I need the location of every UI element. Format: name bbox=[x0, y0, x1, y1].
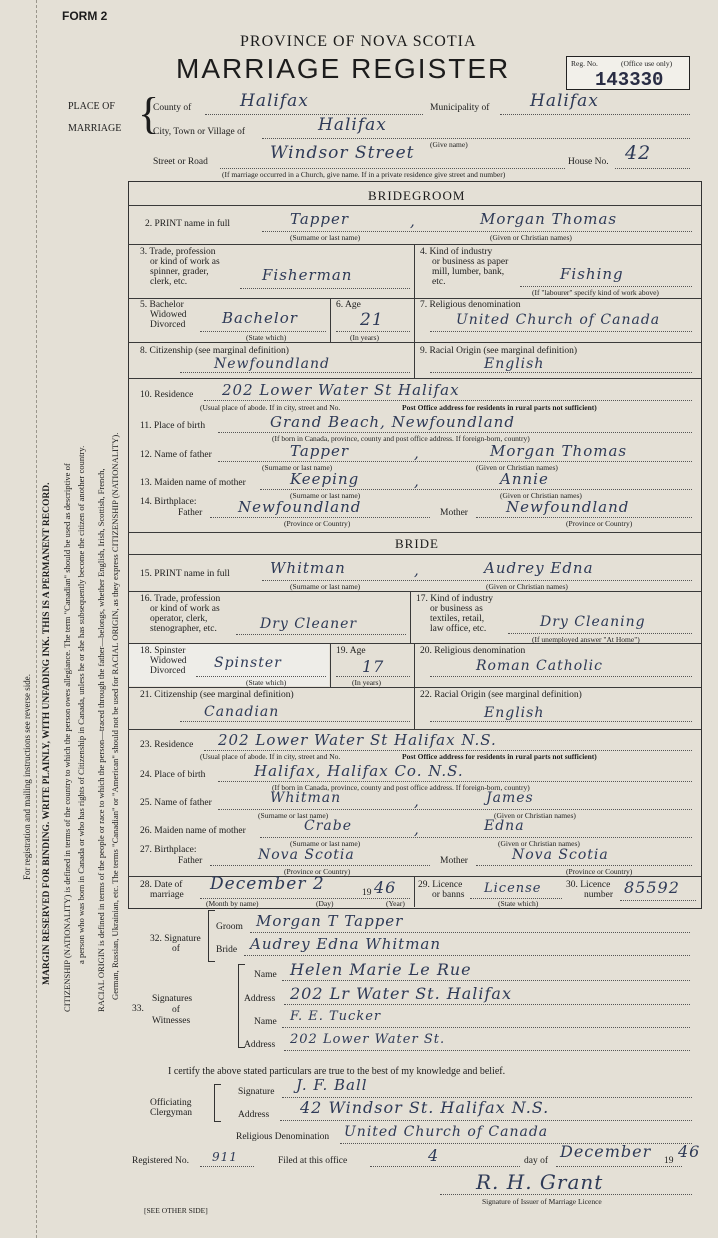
groom-age: 21 bbox=[360, 310, 384, 330]
w1-address: 202 Lr Water St. Halifax bbox=[290, 984, 512, 1003]
f4-caption: (If "labourer" specify kind of work above) bbox=[532, 288, 659, 297]
city-label: City, Town or Village of bbox=[153, 127, 245, 137]
issuer-signature: R. H. Grant bbox=[476, 1170, 604, 1194]
bride-father-surname-cap: (Surname or last name) bbox=[258, 811, 329, 820]
f19-label: 19. Age bbox=[336, 646, 366, 656]
f11-label: 11. Place of birth bbox=[140, 421, 206, 431]
f17-caption: (If unemployed answer "At Home") bbox=[532, 635, 640, 644]
county-label: County of bbox=[153, 103, 192, 113]
clergy-brace bbox=[214, 1084, 221, 1122]
witness-brace bbox=[238, 964, 245, 1048]
f26-label: 26. Maiden name of mother bbox=[140, 826, 246, 836]
f5-l2: Widowed bbox=[150, 310, 187, 320]
groom-sig-label: Groom bbox=[216, 922, 243, 932]
margin-instructions: For registration and mailing instructions see reverse side. bbox=[22, 674, 32, 880]
groom-mother-surname: Keeping bbox=[290, 470, 360, 488]
bride-father-birthplace: Nova Scotia bbox=[258, 847, 355, 863]
f16-l2: or kind of work as bbox=[150, 604, 220, 614]
f30-l2: number bbox=[584, 890, 614, 900]
place-brace: { bbox=[138, 89, 160, 138]
f4-l4: etc. bbox=[432, 277, 446, 287]
bride-status: Spinster bbox=[214, 655, 282, 671]
clergy-signature-label: Signature bbox=[238, 1087, 275, 1097]
registered-no: 911 bbox=[212, 1150, 238, 1164]
bride-father-surname: Whitman bbox=[270, 790, 342, 806]
filed-year-prefix: 19 bbox=[664, 1156, 674, 1166]
f2-label: 2. PRINT name in full bbox=[145, 219, 231, 229]
place-label-1: PLACE OF bbox=[68, 101, 115, 112]
f20-label: 20. Religious denomination bbox=[420, 646, 526, 656]
bride-sig-label: Bride bbox=[216, 945, 238, 955]
bride-birth: Halifax, Halifax Co. N.S. bbox=[254, 762, 464, 780]
comma: , bbox=[414, 820, 420, 838]
licence-number: 85592 bbox=[624, 878, 680, 897]
f4-l3: mill, lumber, bank, bbox=[432, 267, 505, 277]
f30-l1: 30. Licence bbox=[566, 880, 611, 890]
f3-l1: 3. Trade, profession bbox=[140, 247, 216, 257]
certify-text: I certify the above stated particulars are true to the best of my knowledge and belief. bbox=[168, 1066, 506, 1077]
clergyman-label: Clergyman bbox=[150, 1108, 193, 1118]
filed-year: 46 bbox=[678, 1142, 701, 1161]
f23-label: 23. Residence bbox=[140, 740, 194, 750]
f13-label: 13. Maiden name of mother bbox=[140, 478, 246, 488]
reg-label: Reg. No. bbox=[571, 59, 598, 68]
f16-l4: stenographer, etc. bbox=[150, 624, 217, 634]
f18-l2: Widowed bbox=[150, 656, 187, 666]
house-value: 42 bbox=[625, 142, 652, 164]
house-label: House No. bbox=[568, 157, 609, 167]
f15-label: 15. PRINT name in full bbox=[140, 569, 230, 579]
f27-father-label: Father bbox=[178, 856, 203, 866]
margin-citizenship-def-2: a person who was born in Canada or who has rights of Citizenship in Canada, unless he or she has subsequently become the citizen of another country. bbox=[76, 445, 86, 964]
f3-l3: spinner, grader, bbox=[150, 267, 209, 277]
groom-mother-given: Annie bbox=[500, 470, 549, 488]
groom-birth: Grand Beach, Newfoundland bbox=[270, 413, 515, 431]
binding-margin bbox=[36, 0, 37, 1238]
groom-surname-cap: (Surname or last name) bbox=[290, 233, 361, 242]
marriage-date: December 2 bbox=[210, 874, 325, 894]
registered-label: Registered No. bbox=[132, 1156, 189, 1166]
bride-father-given-cap: (Given or Christian names) bbox=[494, 811, 576, 820]
f16-l1: 16. Trade, profession bbox=[140, 594, 221, 604]
f3-l2: or kind of work as bbox=[150, 257, 220, 267]
w1-name: Helen Marie Le Rue bbox=[290, 960, 472, 979]
groom-surname: Tapper bbox=[290, 210, 350, 228]
officiating-label: Officiating bbox=[150, 1098, 192, 1108]
f14-mother-label: Mother bbox=[440, 508, 468, 518]
bride-trade: Dry Cleaner bbox=[260, 616, 358, 632]
comma: , bbox=[414, 444, 420, 462]
f8-label: 8. Citizenship (see marginal definition) bbox=[140, 346, 289, 356]
bride-mother-birthplace: Nova Scotia bbox=[512, 847, 609, 863]
page-title: MARRIAGE REGISTER bbox=[176, 53, 511, 84]
groom-mother-given-cap: (Given or Christian names) bbox=[500, 491, 582, 500]
f17-l3: textiles, retail, bbox=[430, 614, 485, 624]
w2-address-label: Address bbox=[244, 1040, 276, 1050]
day-of-label: day of bbox=[524, 1156, 549, 1166]
comma: , bbox=[414, 472, 420, 490]
groom-signature: Morgan T Tapper bbox=[256, 912, 404, 930]
bride-mother-surname: Crabe bbox=[304, 818, 352, 834]
reg-number: 143330 bbox=[595, 69, 664, 91]
f22-label: 22. Racial Origin (see marginal definition) bbox=[420, 690, 582, 700]
f33-l1: Signatures bbox=[152, 994, 193, 1004]
bride-residence-cap-b: Post Office address for residents in rural parts not sufficient) bbox=[402, 752, 597, 761]
f17-l4: law office, etc. bbox=[430, 624, 487, 634]
w2-name: F. E. Tucker bbox=[290, 1009, 382, 1024]
w2-address: 202 Lower Water St. bbox=[290, 1032, 446, 1047]
see-other-side: [SEE OTHER SIDE] bbox=[144, 1206, 208, 1215]
filed-label: Filed at this office bbox=[278, 1156, 348, 1166]
province-title: PROVINCE OF NOVA SCOTIA bbox=[240, 33, 477, 50]
comma: , bbox=[414, 792, 420, 810]
f14-label: 14. Birthplace: bbox=[140, 497, 197, 507]
f33-num: 33. bbox=[132, 1004, 144, 1014]
groom-mother-surname-cap: (Surname or last name) bbox=[290, 491, 361, 500]
reg-box bbox=[566, 56, 690, 90]
bride-age: 17 bbox=[362, 657, 385, 676]
bride-religion: Roman Catholic bbox=[476, 658, 603, 674]
issuer-caption: Signature of Issuer of Marriage Licence bbox=[482, 1197, 602, 1206]
f33-l3: Witnesses bbox=[152, 1016, 191, 1026]
groom-father-surname-cap: (Surname or last name) bbox=[262, 463, 333, 472]
groom-residence: 202 Lower Water St Halifax bbox=[222, 381, 460, 399]
groom-residence-cap-b: Post Office address for residents in rural parts not sufficient) bbox=[402, 403, 597, 412]
groom-residence-cap: (Usual place of abode. If in city, street and No. bbox=[200, 403, 341, 412]
municipality-label: Municipality of bbox=[430, 103, 490, 113]
f3-l4: clerk, etc. bbox=[150, 277, 188, 287]
f6-label: 6. Age bbox=[336, 300, 361, 310]
margin-citizenship-def: CITIZENSHIP (NATIONALITY) is defined in terms of the country to which the person owes allegiance. The term "Canadian" should be used as descriptive of bbox=[62, 463, 72, 1012]
bride-industry: Dry Cleaning bbox=[540, 614, 646, 630]
f18-l1: 18. Spinster bbox=[140, 646, 186, 656]
bridegroom-heading: BRIDEGROOM bbox=[368, 188, 466, 203]
date-cap-day: (Day) bbox=[316, 899, 334, 908]
groom-father-given-cap: (Given or Christian names) bbox=[476, 463, 558, 472]
groom-mother-prov-cap: (Province or Country) bbox=[566, 519, 633, 528]
f17-l2: or business as bbox=[430, 604, 483, 614]
f29-caption: (State which) bbox=[498, 899, 539, 908]
margin-racial-def: RACIAL ORIGIN is defined in terms of the people or race to which the person—traced through the father—belongs, whether English, Irish, Scottish, French, bbox=[96, 468, 106, 1012]
f25-label: 25. Name of father bbox=[140, 798, 212, 808]
groom-industry: Fishing bbox=[560, 265, 624, 283]
bride-father-given: James bbox=[486, 790, 534, 806]
f28-l2: marriage bbox=[150, 890, 184, 900]
marriage-year-prefix: 19 bbox=[362, 888, 372, 898]
f4-l1: 4. Kind of industry bbox=[420, 247, 493, 257]
f32-l1: 32. Signature bbox=[150, 934, 201, 944]
street-label: Street or Road bbox=[153, 157, 208, 167]
county-value: Halifax bbox=[240, 91, 309, 111]
bride-years-cap: (In years) bbox=[352, 678, 381, 687]
reg-note: (Office use only) bbox=[621, 59, 673, 68]
bride-mother-given-cap: (Given or Christian names) bbox=[498, 839, 580, 848]
street-value: Windsor Street bbox=[270, 143, 415, 163]
f12-label: 12. Name of father bbox=[140, 450, 212, 460]
groom-trade: Fisherman bbox=[262, 266, 353, 284]
municipality-value: Halifax bbox=[530, 91, 599, 111]
f21-label: 21. Citizenship (see marginal definition) bbox=[140, 690, 294, 700]
bride-surname-cap: (Surname or last name) bbox=[290, 582, 361, 591]
f9-label: 9. Racial Origin (see marginal definition) bbox=[420, 346, 578, 356]
bride-state-which: (State which) bbox=[246, 678, 287, 687]
bride-mother-given: Edna bbox=[484, 818, 525, 834]
bride-heading: BRIDE bbox=[395, 536, 439, 551]
church-note: (If marriage occurred in a Church, give name. If in a private residence give street and number) bbox=[222, 170, 506, 179]
form-label: FORM 2 bbox=[62, 9, 108, 23]
f16-l3: operator, clerk, bbox=[150, 614, 208, 624]
bride-given-cap: (Given or Christian names) bbox=[486, 582, 568, 591]
bride-racial: English bbox=[484, 705, 545, 721]
f32-l2: of bbox=[172, 944, 180, 954]
f4-l2: or business as paper bbox=[432, 257, 509, 267]
groom-racial: English bbox=[484, 356, 545, 372]
f27-mother-label: Mother bbox=[440, 856, 468, 866]
sig-brace bbox=[208, 910, 215, 962]
w2-name-label: Name bbox=[254, 1017, 277, 1027]
filed-month: December bbox=[560, 1142, 652, 1161]
bride-citizenship: Canadian bbox=[204, 704, 280, 720]
groom-given: Morgan Thomas bbox=[480, 210, 618, 228]
clergy-signature: J. F. Ball bbox=[296, 1076, 368, 1094]
f7-label: 7. Religious denomination bbox=[420, 300, 521, 310]
bride-given: Audrey Edna bbox=[484, 559, 594, 577]
groom-birth-cap: (If born in Canada, province, county and post office address. If foreign-born, country) bbox=[272, 434, 530, 443]
bride-birth-cap: (If born in Canada, province, county and post office address. If foreign-born, country) bbox=[272, 783, 530, 792]
clergy-address-label: Address bbox=[238, 1110, 270, 1120]
comma: , bbox=[414, 561, 420, 579]
licence-or-banns: License bbox=[484, 881, 542, 896]
marriage-year: 46 bbox=[374, 878, 397, 897]
bride-signature: Audrey Edna Whitman bbox=[250, 935, 442, 953]
groom-given-cap: (Given or Christian names) bbox=[490, 233, 572, 242]
date-cap-year: (Year) bbox=[386, 899, 405, 908]
f17-l1: 17. Kind of industry bbox=[416, 594, 494, 604]
groom-status: Bachelor bbox=[222, 309, 298, 327]
f28-l1: 28. Date of bbox=[140, 880, 183, 890]
bride-mother-prov-cap: (Province or Country) bbox=[566, 867, 633, 876]
comma: , bbox=[410, 212, 416, 230]
f27-label: 27. Birthplace: bbox=[140, 845, 197, 855]
date-cap-month: (Month by name) bbox=[206, 899, 259, 908]
groom-mother-birthplace: Newfoundland bbox=[506, 498, 630, 516]
w1-name-label: Name bbox=[254, 970, 277, 980]
f5-l1: 5. Bachelor bbox=[140, 300, 184, 310]
bride-residence: 202 Lower Water St Halifax N.S. bbox=[218, 731, 497, 749]
bride-father-prov-cap: (Province or Country) bbox=[284, 867, 351, 876]
groom-father-given: Morgan Thomas bbox=[490, 442, 628, 460]
clergy-religion-label: Religious Denomination bbox=[236, 1132, 330, 1142]
bride-surname: Whitman bbox=[270, 559, 346, 577]
bride-residence-cap: (Usual place of abode. If in city, street and No. bbox=[200, 752, 341, 761]
f5-l3: Divorced bbox=[150, 320, 186, 330]
groom-citizenship: Newfoundland bbox=[214, 356, 330, 372]
groom-years-cap: (In years) bbox=[350, 333, 379, 342]
w1-address-label: Address bbox=[244, 994, 276, 1004]
give-name-caption: (Give name) bbox=[430, 140, 468, 149]
groom-state-which: (State which) bbox=[246, 333, 287, 342]
clergy-religion: United Church of Canada bbox=[344, 1124, 549, 1140]
margin-reserved-note: MARGIN RESERVED FOR BINDING. WRITE PLAINLY, WITH UNFADING INK. THIS IS A PERMANENT RECORD. bbox=[42, 482, 52, 985]
margin-racial-def-2: German, Russian, Ukrainian, etc. The terms "Canadian" or "American" should not be used for RACIAL ORIGIN, as they express CITIZENSHIP (NATIONALITY). bbox=[110, 432, 120, 1000]
groom-father-surname: Tapper bbox=[290, 442, 350, 460]
groom-father-birthplace: Newfoundland bbox=[238, 498, 362, 516]
filed-day: 4 bbox=[428, 1146, 440, 1165]
f18-l3: Divorced bbox=[150, 666, 186, 676]
bride-mother-surname-cap: (Surname or last name) bbox=[290, 839, 361, 848]
f29-l1: 29. Licence bbox=[418, 880, 463, 890]
f10-label: 10. Residence bbox=[140, 390, 194, 400]
clergy-address: 42 Windsor St. Halifax N.S. bbox=[300, 1098, 550, 1117]
city-value: Halifax bbox=[318, 115, 387, 135]
f14-father-label: Father bbox=[178, 508, 203, 518]
f24-label: 24. Place of birth bbox=[140, 770, 206, 780]
groom-religion: United Church of Canada bbox=[456, 312, 661, 328]
f29-l2: or banns bbox=[432, 890, 465, 900]
groom-father-prov-cap: (Province or Country) bbox=[284, 519, 351, 528]
place-label-2: MARRIAGE bbox=[68, 123, 122, 134]
f33-l2: of bbox=[172, 1005, 180, 1015]
